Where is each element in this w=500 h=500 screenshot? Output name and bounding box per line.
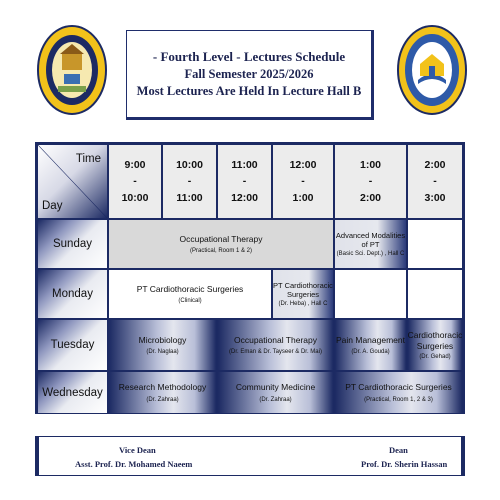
session-tuesday-cardiothoracic-surgeries <box>407 319 463 371</box>
time-end: 3:00 <box>424 191 446 204</box>
lectures-schedule-text: Lectures Schedule <box>240 49 346 65</box>
session-name: PT Cardiothoracic Surgeries <box>273 280 333 299</box>
session-name: Occupational Therapy <box>179 233 263 244</box>
time-start: 11:00 <box>231 159 258 172</box>
time-dash: - <box>368 175 373 188</box>
session-name: Community Medicine <box>235 382 316 393</box>
time-header-9 <box>108 144 162 219</box>
session-detail: (Dr. Zahraa) <box>146 396 179 403</box>
day-label-monday <box>37 269 108 319</box>
session-monday-pt-cardiothoracic-hall-c <box>272 269 334 319</box>
time-dash: - <box>133 175 137 188</box>
session-sunday-advanced-modalities <box>334 219 407 269</box>
session-detail: (Dr. Naglaa) <box>146 349 179 356</box>
corner-day-label: Day <box>42 200 63 212</box>
empty-slot <box>334 269 407 319</box>
day-label-sunday <box>37 219 108 269</box>
schedule-grid <box>37 144 463 412</box>
session-monday-pt-cardiothoracic-clinical <box>108 269 272 319</box>
session-name: Pain Management <box>336 334 405 345</box>
signature-footer <box>35 436 465 476</box>
session-detail: (Dr. A. Gouda) <box>351 349 390 356</box>
time-end: 12:00 <box>231 191 258 204</box>
time-header-11 <box>217 144 272 219</box>
corner-time-label: Time <box>75 153 101 165</box>
time-end: 2:00 <box>359 191 381 204</box>
session-detail: (Dr. Gehad) <box>419 353 451 360</box>
session-tuesday-pain-management <box>334 319 407 371</box>
session-name: Advanced Modalities of PT <box>335 230 406 249</box>
time-end: 1:00 <box>292 191 314 204</box>
session-name: PT Cardiothoracic Surgeries <box>136 283 244 294</box>
session-detail: (Dr. Heba) , Hall C <box>278 301 328 308</box>
session-detail: (Dr. Zahraa) <box>259 396 292 403</box>
session-tuesday-occupational-therapy <box>217 319 334 371</box>
session-wednesday-community-medicine <box>217 371 334 414</box>
time-dash: - <box>301 175 305 188</box>
session-detail: (Basic Sci. Dept.) , Hall C <box>336 251 405 258</box>
session-sunday-occupational-therapy <box>108 219 334 269</box>
day-label-tuesday <box>37 319 108 371</box>
time-header-1 <box>334 144 407 219</box>
day-name: Tuesday <box>50 339 95 351</box>
dean-title: Dean <box>389 445 408 455</box>
empty-slot <box>407 219 463 269</box>
semester-text: Fall Semester 2025/2026 <box>184 66 314 81</box>
title-line-1 <box>153 48 345 66</box>
time-start: 9:00 <box>124 159 146 172</box>
day-name: Monday <box>52 288 93 300</box>
session-name: Microbiology <box>138 334 187 345</box>
time-header-12 <box>272 144 334 219</box>
time-header-10 <box>162 144 217 219</box>
time-dash: - <box>433 175 437 188</box>
time-start: 10:00 <box>176 159 203 172</box>
time-dash: - <box>242 175 247 188</box>
session-detail: (Clinical) <box>178 298 202 305</box>
schedule-title-box <box>126 30 374 120</box>
session-name: Cardiothoracic Surgeries <box>407 330 463 351</box>
empty-slot <box>407 269 463 319</box>
time-header-2 <box>407 144 463 219</box>
time-end: 10:00 <box>121 191 149 204</box>
day-name: Wednesday <box>42 386 103 399</box>
session-detail: (Practical, Room 1, 2 & 3) <box>364 396 433 403</box>
level-text: - Fourth Level - <box>152 49 241 65</box>
day-name: Sunday <box>52 238 92 250</box>
dean-name: Prof. Dr. Sherin Hassan <box>361 459 448 469</box>
time-end: 11:00 <box>176 191 203 204</box>
vice-dean-name: Asst. Prof. Dr. Mohamed Naeem <box>75 459 193 469</box>
corner-header-cell <box>37 144 108 219</box>
lecture-schedule-table <box>35 142 465 414</box>
time-start: 12:00 <box>289 159 317 172</box>
session-name: PT Cardiothoracic Surgeries <box>345 382 452 393</box>
session-name: Research Methodology <box>118 382 207 393</box>
session-detail: (Dr. Eman & Dr. Tayseer & Dr. Mai) <box>229 349 322 356</box>
session-detail: (Practical, Room 1 & 2) <box>189 248 253 255</box>
vice-dean-title: Vice Dean <box>119 445 156 455</box>
session-tuesday-microbiology <box>108 319 217 371</box>
session-wednesday-pt-cardiothoracic-practical <box>334 371 463 414</box>
university-logo <box>396 24 468 116</box>
faculty-logo <box>36 24 108 116</box>
hall-note-text: Most Lectures Are Held In Lecture Hall B <box>136 83 362 98</box>
time-start: 1:00 <box>359 159 381 172</box>
session-wednesday-research-methodology <box>108 371 217 414</box>
time-dash: - <box>187 175 192 188</box>
day-label-wednesday <box>37 371 108 414</box>
time-start: 2:00 <box>424 159 446 172</box>
session-name: Occupational Therapy <box>233 334 317 345</box>
